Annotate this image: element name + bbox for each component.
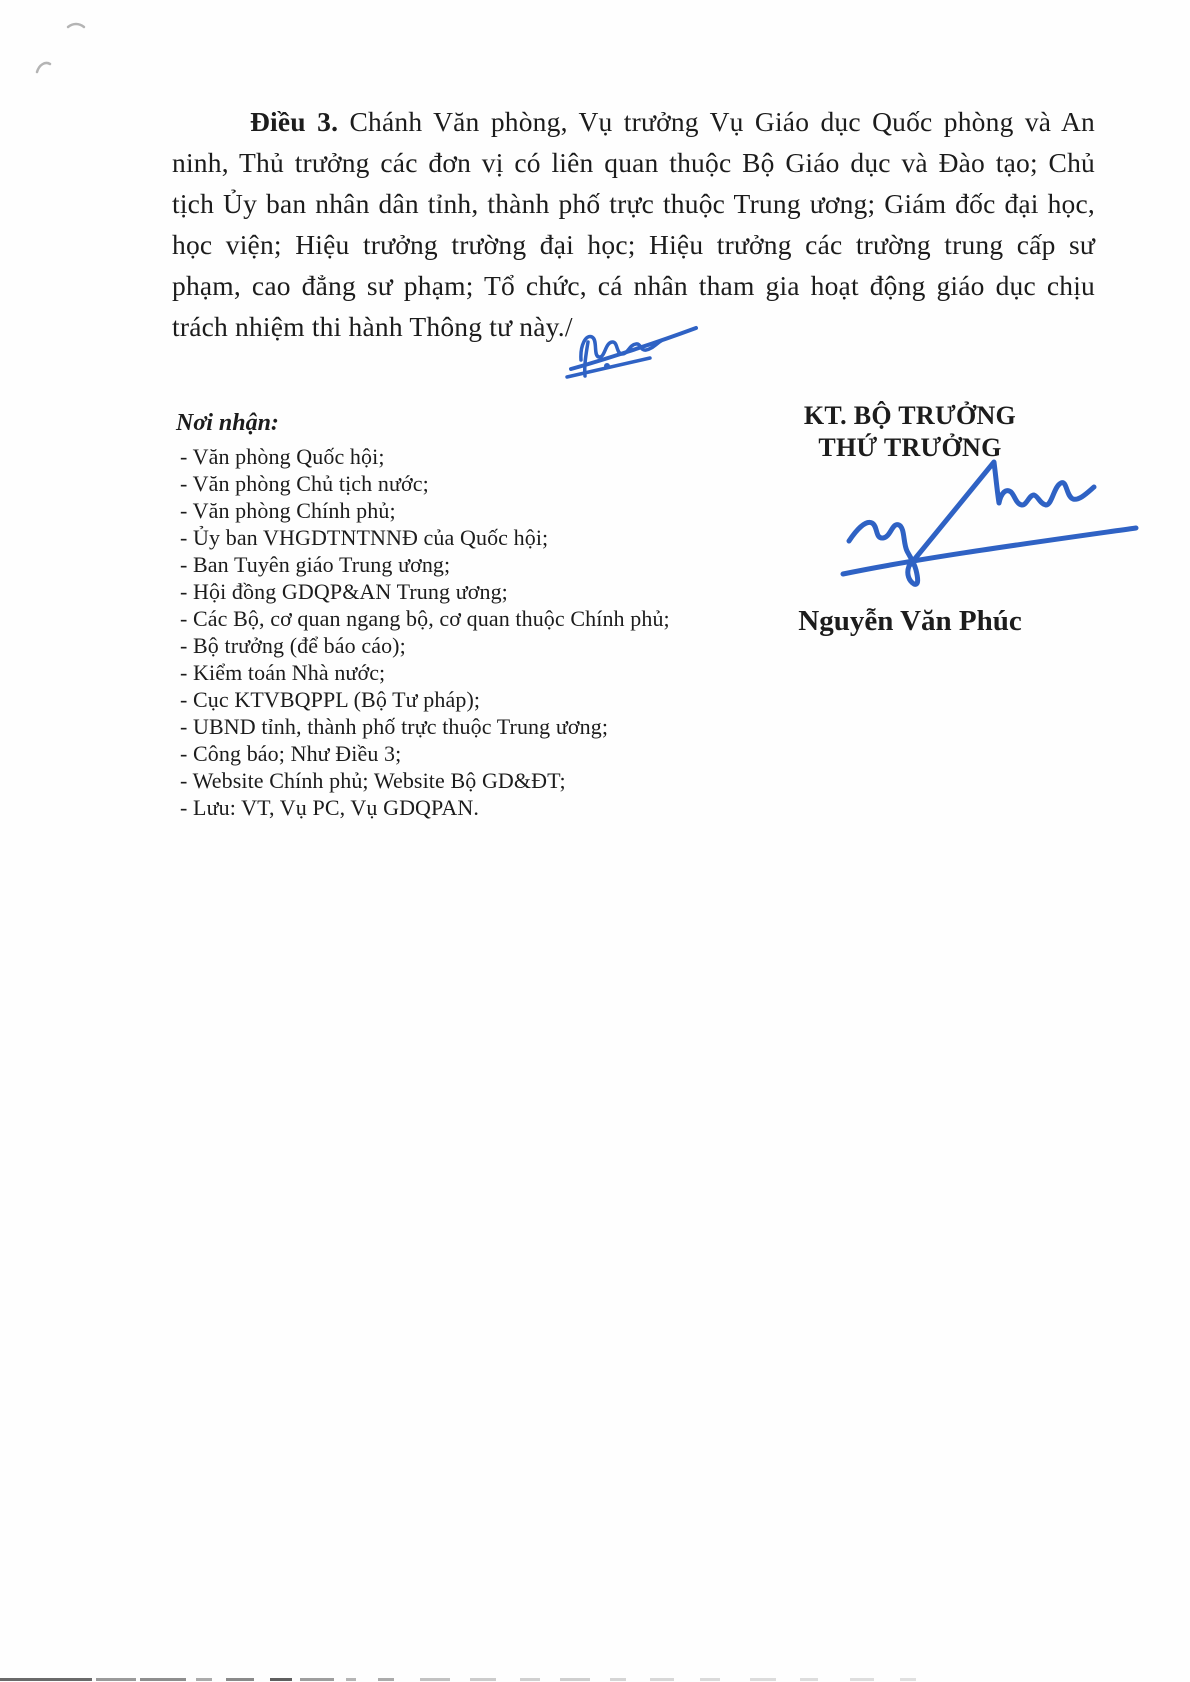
recipient-item: - Văn phòng Quốc hội; bbox=[180, 444, 385, 469]
recipient-item: - Cục KTVBQPPL (Bộ Tư pháp); bbox=[180, 687, 481, 712]
paragraph-line-4: học viện; Hiệu trưởng trường đại học; Hiệu trưởng các trường trung cấp sư bbox=[172, 229, 1095, 260]
scan-smudge bbox=[37, 63, 50, 72]
scan-dash-segments bbox=[0, 1678, 916, 1681]
paragraph-line-6: trách nhiệm thi hành Thông tư này./ bbox=[172, 311, 573, 342]
recipient-item: - Văn phòng Chính phủ; bbox=[180, 498, 396, 523]
paragraph-line-2: ninh, Thủ trưởng các đơn vị có liên quan thuộc Bộ Giáo dục và Đào tạo; Chủ bbox=[172, 147, 1095, 178]
recipient-item: - Hội đồng GDQP&AN Trung ương; bbox=[180, 579, 508, 604]
recipients-list bbox=[176, 443, 736, 821]
paragraph-line-1-text: Chánh Văn phòng, Vụ trưởng Vụ Giáo dục Quốc phòng và An bbox=[338, 106, 1096, 137]
paraph-ink bbox=[558, 310, 708, 384]
paragraph-line-5: phạm, cao đẳng sư phạm; Tổ chức, cá nhân tham gia hoạt động giáo dục chịu bbox=[172, 270, 1095, 301]
scan-smudge bbox=[68, 24, 84, 27]
recipient-item: - Văn phòng Chủ tịch nước; bbox=[180, 471, 429, 496]
recipient-item: - Công báo; Như Điều 3; bbox=[180, 741, 402, 766]
signature-authority-line-2: THỨ TRƯỞNG bbox=[818, 433, 1002, 462]
recipient-item: - Ủy ban VHGDTNTNNĐ của Quốc hội; bbox=[180, 525, 549, 550]
signature-authority-line-1: KT. BỘ TRƯỞNG bbox=[803, 401, 1017, 430]
signature-ink bbox=[818, 438, 1152, 592]
article-number: Điều 3. bbox=[250, 106, 339, 137]
paragraph-line-1 bbox=[172, 101, 1095, 142]
paraph-dot bbox=[604, 363, 610, 369]
paragraph-line-3: tịch Ủy ban nhân dân tỉnh, thành phố trực thuộc Trung ương; Giám đốc đại học, bbox=[172, 188, 1095, 219]
recipient-item: - UBND tỉnh, thành phố trực thuộc Trung ương; bbox=[180, 714, 609, 739]
recipient-item: - Bộ trưởng (để báo cáo); bbox=[180, 633, 406, 658]
recipient-item: - Các Bộ, cơ quan ngang bộ, cơ quan thuộc Chính phủ; bbox=[180, 606, 670, 631]
recipient-item: - Ban Tuyên giáo Trung ương; bbox=[180, 552, 451, 577]
recipient-item: - Website Chính phủ; Website Bộ GD&ĐT; bbox=[180, 768, 566, 793]
recipients-header: Nơi nhận: bbox=[176, 410, 279, 436]
recipient-item: - Kiểm toán Nhà nước; bbox=[180, 660, 386, 685]
scan-artifact-top-left bbox=[18, 8, 100, 80]
recipient-item: - Lưu: VT, Vụ PC, Vụ GDQPAN. bbox=[180, 795, 479, 820]
scan-artifact-bottom-line bbox=[0, 1676, 1190, 1682]
signer-name: Nguyễn Văn Phúc bbox=[798, 605, 1022, 637]
recipients-block bbox=[176, 408, 736, 821]
